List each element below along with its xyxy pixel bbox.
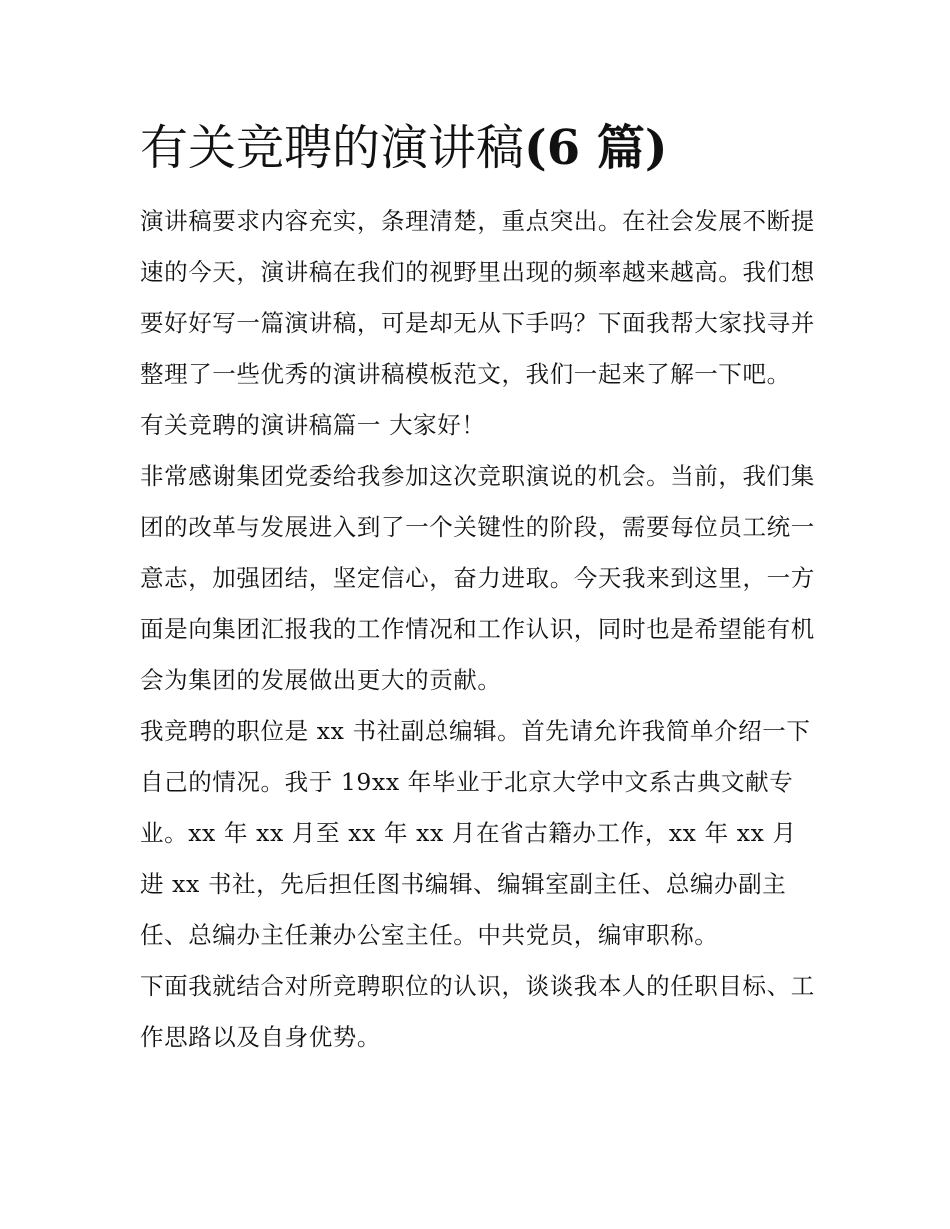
body-paragraph: 下面我就结合对所竞聘职位的认识，谈谈我本人的任职目标、工作思路以及自身优势。 xyxy=(140,972,815,1051)
document-body xyxy=(140,196,820,1063)
document-title-text: 有关竞聘的演讲稿 xyxy=(140,120,525,176)
document-title-count: (6 篇) xyxy=(524,120,668,176)
document-title xyxy=(140,116,840,180)
intro-paragraph: 演讲稿要求内容充实，条理清楚，重点突出。在社会发展不断提速的今天，演讲稿在我们的视野里出现的频率越来越高。我们想要好好写一篇演讲稿，可是却无从下手吗？下面我帮大家找寻并整理了一些优秀的演讲稿模板范文，我们一起来了解一下吧。 xyxy=(140,207,815,388)
speech-one-heading: 有关竞聘的演讲稿篇一 大家好！ xyxy=(140,411,486,439)
body-paragraph: 非常感谢集团党委给我参加这次竞职演说的机会。当前，我们集团的改革与发展进入到了一个关键性的阶段，需要每位员工统一意志，加强团结，坚定信心，奋力进取。今天我来到这里，一方面是向集团汇报我的工作情况和工作认识，同时也是希望能有机会为集团的发展做出更大的贡献。 xyxy=(140,462,815,694)
body-paragraph: 我竞聘的职位是 xx 书社副总编辑。首先请允许我简单介绍一下自己的情况。我于 19xx 年毕业于北京大学中文系古典文献专业。xx 年 xx 月至 xx 年 xx 月在省古籍办工作，xx 年 xx 月进 xx 书社，先后担任图书编辑、编辑室副主任、总编办副主任、总编办主任兼办公室主任。中共党员，编审职称。 xyxy=(140,717,811,949)
